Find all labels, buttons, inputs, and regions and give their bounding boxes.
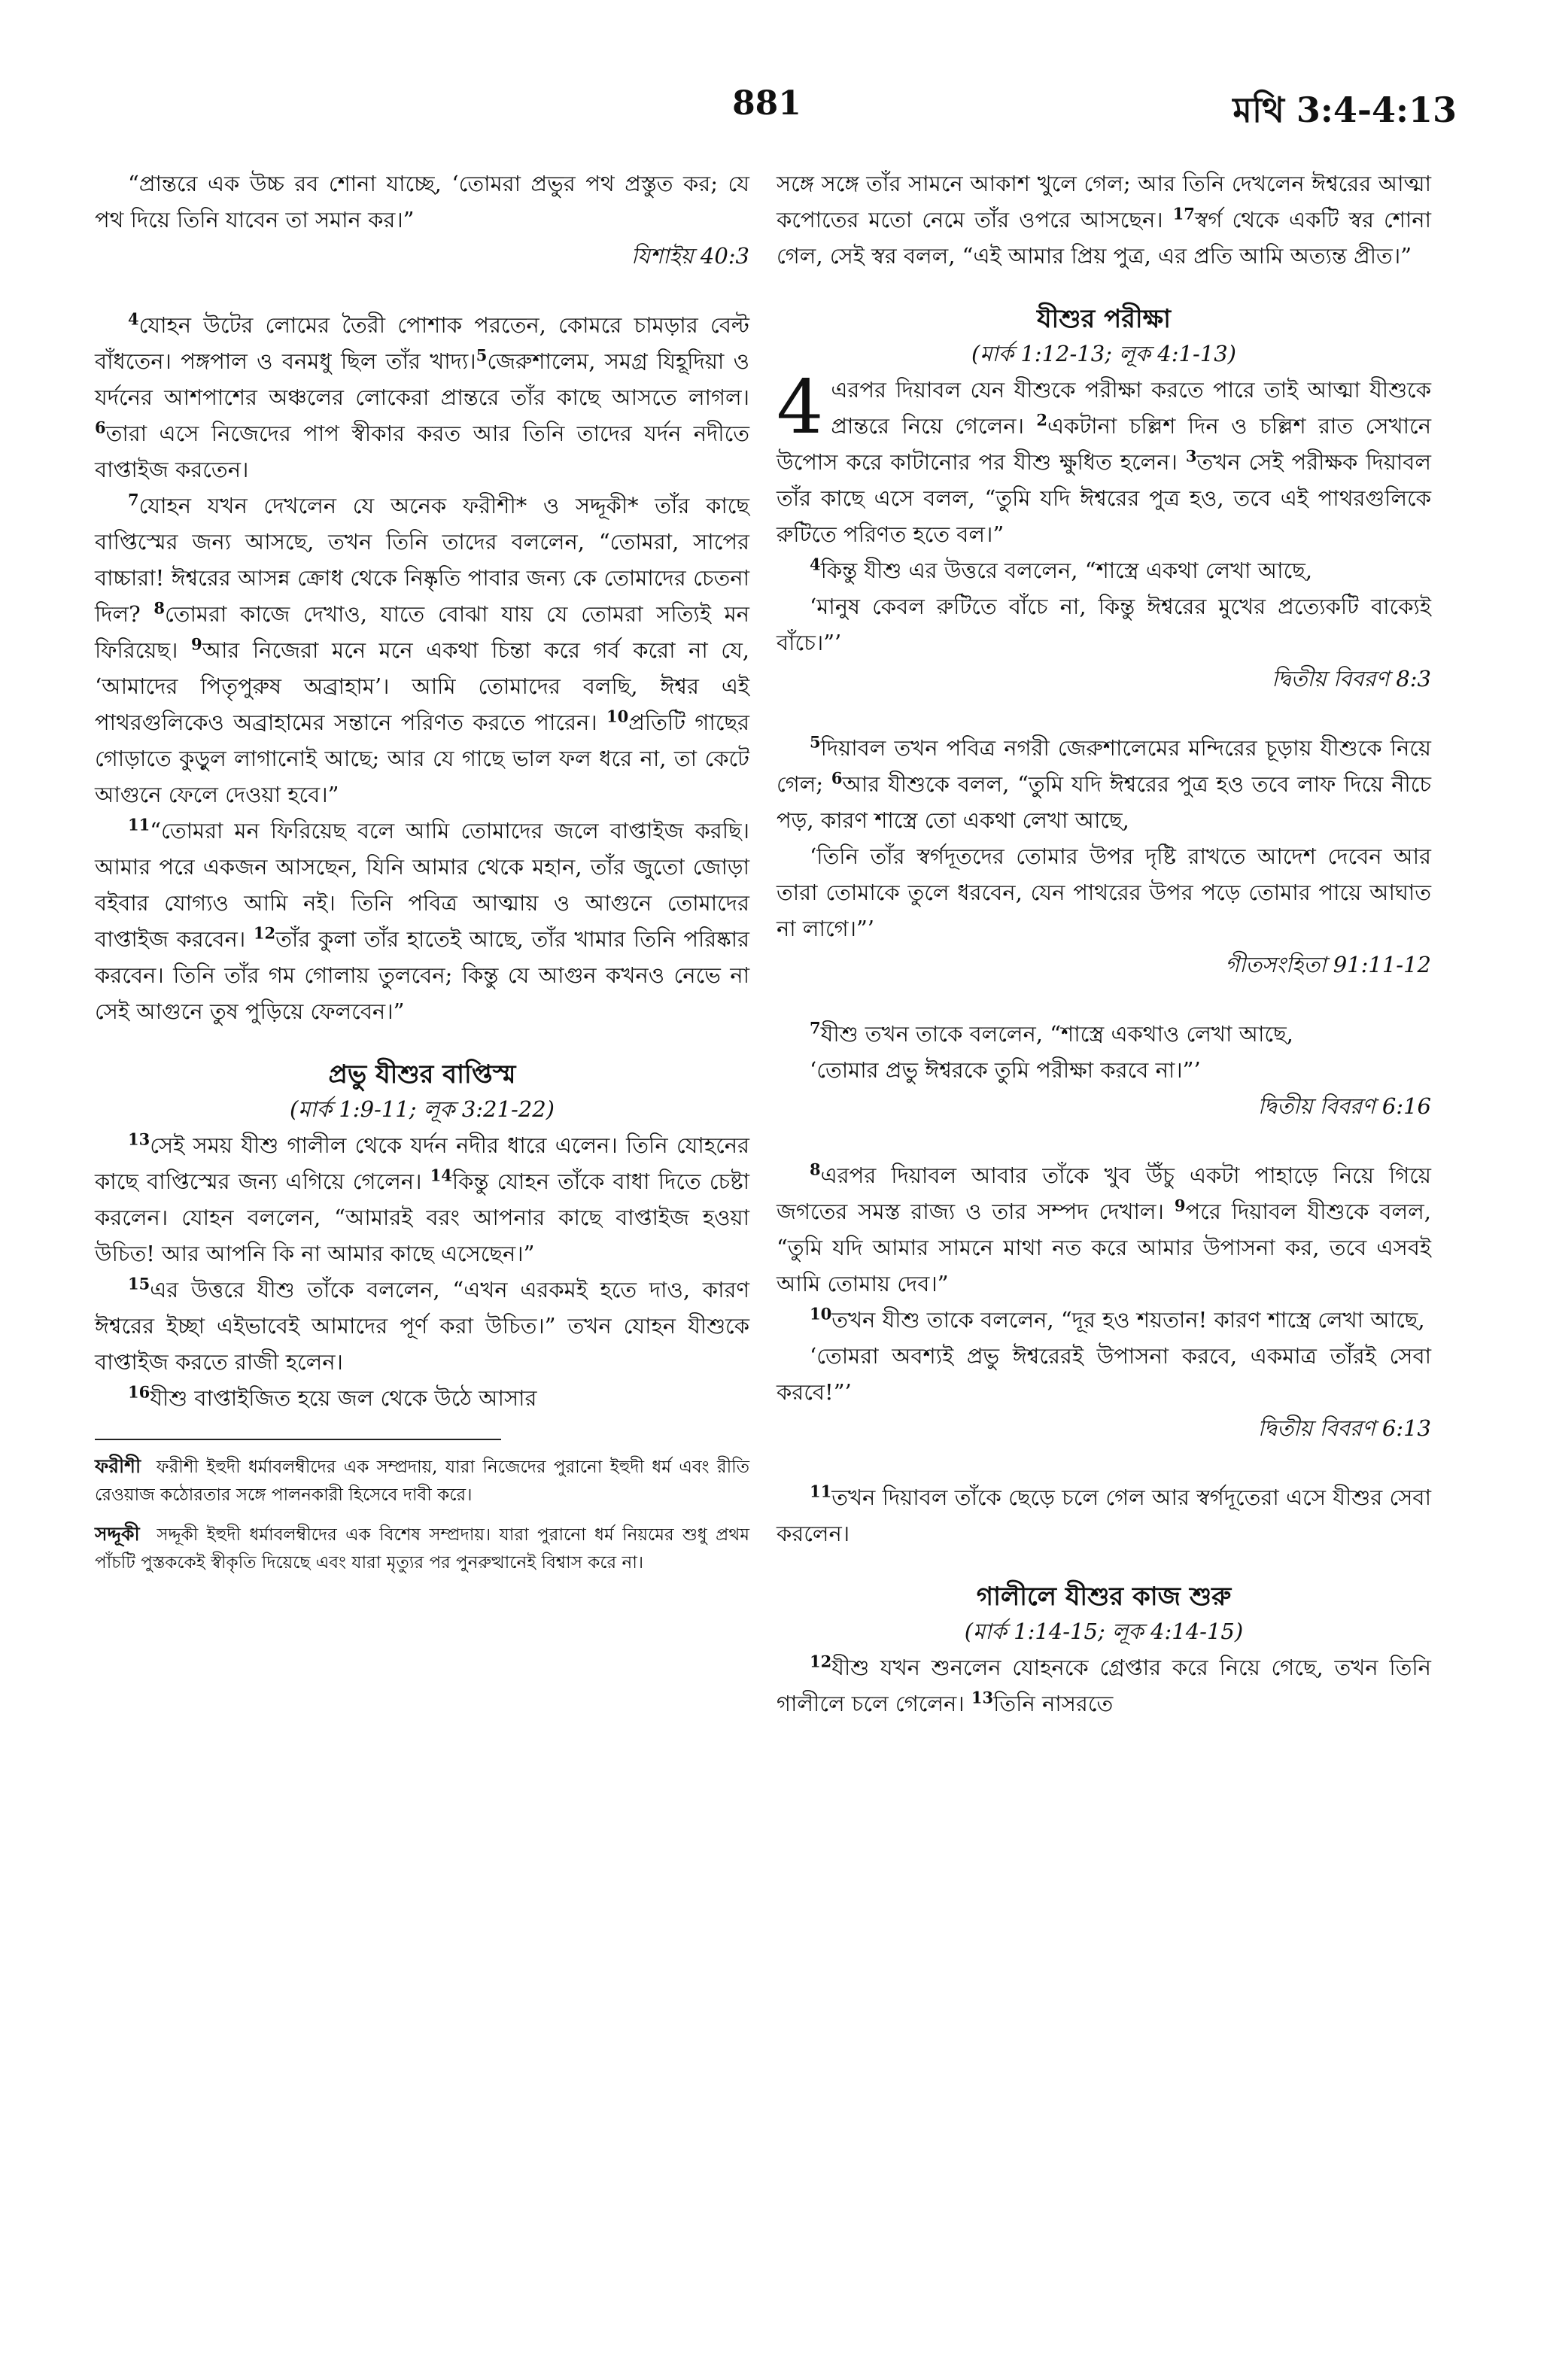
- verse-number: 8: [153, 598, 165, 618]
- verse-number: 9: [190, 634, 202, 654]
- verse-number: 6: [831, 768, 843, 788]
- section-heading: যীশুর পরীক্ষা: [1036, 304, 1172, 334]
- cross-reference: (মার্ক 1:9-11; লূক 3:21-22): [290, 1096, 555, 1122]
- verse-paragraph: $^5$দিয়াবল তখন পবিত্র নগরী জেরুশালেমের মন্দিরের চূড়ায় যীশুকে নিয়ে গেল; $^6$আর যীশুকে বলল, “তুমি যদি ঈশ্বরের পুত্র হও তবে লাফ দিয়ে নীচে পড়, কারণ শাস্ত্রে তো একথা লেখা আছে,: [777, 732, 1431, 833]
- verse-number: 10: [810, 1304, 832, 1324]
- verse-number: 5: [810, 732, 821, 752]
- quote-reference: গীতসংহিতা 91:11-12: [1225, 952, 1431, 977]
- verse-number: 10: [606, 707, 629, 726]
- verse-paragraph: $^7$যোহন যখন দেখলেন যে অনেক ফরীশী* ও সদ্দূকী* তাঁর কাছে বাপ্তিস্মের জন্য আসছে, তখন তিনি তাদের বললেন, “তোমরা, সাপের বাচ্চারা! ঈশ্বরের আসন্ন ক্রোধ থেকে নিষ্কৃতি পাবার জন্য কে তোমাদের চেতনা দিল? $^8$তোমরা কাজে দেখাও, যাতে বোঝা যায় যে তোমরা সত্যিই মন ফিরিয়েছ। $^9$আর নিজেরা মনে মনে একথা চিন্তা করে গর্ব করো না যে, ‘আমাদের পিতৃপুরুষ অব্রাহাম’। আমি তোমাদের বলছি, ঈশ্বর এই পাথরগুলিকেও অব্রাহামের সন্তানে পরিণত করতে পারেন। $^{10}$প্রতিটি গাছের গোড়াতে কুড়ুল লাগানোই আছে; আর যে গাছে ভাল ফল ধরে না, তা কেটে আগুনে ফেলে দেওয়া হবে।”: [95, 490, 749, 807]
- quote-reference: যিশাইয় 40:3: [631, 243, 749, 269]
- footnote-pharisee: ফরীশী ফরীশী ইহুদী ধর্মাবলম্বীদের এক সম্প্রদায়, যারা নিজেদের পুরানো ইহুদী ধর্ম এবং রীতি রেওয়াজ কঠোরতার সঙ্গে পালনকারী হিসেবে দাবী করে।: [95, 1455, 749, 1505]
- verse-paragraph: $^{15}$এর উত্তরে যীশু তাঁকে বললেন, “এখন এরকমই হতে দাও, কারণ ঈশ্বরের ইচ্ছা এইভাবেই আমাদের পূর্ণ করা উচিত।” তখন যোহন যীশুকে বাপ্তাইজ করতে রাজী হলেন।: [95, 1274, 749, 1375]
- quote-reference: দ্বিতীয় বিবরণ 6:13: [1257, 1415, 1431, 1441]
- verse-number: 17: [1172, 204, 1195, 223]
- footnote-term: ফরীশী: [95, 1455, 141, 1477]
- page-number: 881: [732, 84, 801, 123]
- verse-number: 11: [810, 1482, 832, 1501]
- verse-number: 13: [971, 1688, 994, 1707]
- verse-number: 12: [810, 1652, 832, 1671]
- verse-number: 12: [253, 923, 276, 943]
- cross-reference: (মার্ক 1:14-15; লূক 4:14-15): [964, 1619, 1244, 1644]
- verse-number: 14: [430, 1166, 452, 1185]
- verse-paragraph: $^4$কিন্তু যীশু এর উত্তরে বললেন, “শাস্ত্রে একথা লেখা আছে,: [810, 555, 1313, 583]
- verse-paragraph: $^{11}$তখন দিয়াবল তাঁকে ছেড়ে চলে গেল আর স্বর্গদূতেরা এসে যীশুর সেবা করলেন।: [777, 1482, 1431, 1546]
- verse-number: 15: [128, 1274, 150, 1293]
- chapter-number: 4: [777, 365, 824, 451]
- quote-text: ‘তোমরা অবশ্যই প্রভু ঈশ্বরেরই উপাসনা করবে, একমাত্র তাঁরই সেবা করবে!”’: [777, 1343, 1431, 1405]
- footnote-divider: [95, 1439, 501, 1440]
- quote-text: ‘মানুষ কেবল রুটিতে বাঁচে না, কিন্তু ঈশ্বরের মুখের প্রত্যেকটি বাক্যেই বাঁচে।”’: [777, 594, 1431, 655]
- verse-paragraph: $^{16}$যীশু বাপ্তাইজিত হয়ে জল থেকে উঠে আসার: [128, 1382, 537, 1411]
- right-column: [777, 166, 1431, 1722]
- quote-isaiah: “প্রান্তরে এক উচ্চ রব শোনা যাচ্ছে, ‘তোমরা প্রভুর পথ প্রস্তুত কর; যে পথ দিয়ে তিনি যাবেন তা সমান কর।”: [95, 171, 749, 233]
- verse-paragraph: $^{12}$যীশু যখন শুনলেন যোহনকে গ্রেপ্তার করে নিয়ে গেছে, তখন তিনি গালীলে চলে গেলেন। $^{13}$তিনি নাসরতে: [777, 1652, 1431, 1716]
- left-column: [95, 166, 749, 1588]
- verse-paragraph: $^{13}$সেই সময় যীশু গালীল থেকে যর্দন নদীর ধারে এলেন। তিনি যোহনের কাছে বাপ্তিস্মের জন্য এগিয়ে গেলেন। $^{14}$কিন্তু যোহন তাঁকে বাধা দিতে চেষ্টা করলেন। যোহন বললেন, “আমারই বরং আপনার কাছে বাপ্তাইজ হওয়া উচিত! আর আপনি কি না আমার কাছে এসেছেন।”: [95, 1129, 749, 1266]
- footnote-term: সদ্দূকী: [95, 1523, 140, 1545]
- quote-reference: দ্বিতীয় বিবরণ 8:3: [1272, 666, 1431, 692]
- verse-paragraph: $^8$এরপর দিয়াবল আবার তাঁকে খুব উঁচু একটা পাহাড়ে নিয়ে গিয়ে জগতের সমস্ত রাজ্য ও তার সম্পদ দেখাল। $^9$পরে দিয়াবল যীশুকে বলল, “তুমি যদি আমার সামনে মাথা নত করে আমার উপাসনা কর, তবে এসবই আমি তোমায় দেব।”: [777, 1160, 1431, 1296]
- running-head: মথি 3:4-4:13: [1232, 90, 1457, 130]
- verse-number: 7: [128, 490, 139, 509]
- quote-text: ‘তিনি তাঁর স্বর্গদূতদের তোমার উপর দৃষ্টি রাখতে আদেশ দেবেন আর তারা তোমাকে তুলে ধরবেন, যেন পাথরের উপর পড়ে তোমার পায়ে আঘাত না লাগে।”’: [777, 843, 1431, 941]
- verse-number: 16: [128, 1382, 150, 1402]
- quote-text: ‘তোমার প্রভু ঈশ্বরকে তুমি পরীক্ষা করবে না।”’: [810, 1057, 1201, 1083]
- verse-number: 4: [128, 309, 139, 329]
- chapter-paragraph: 4 এরপর দিয়াবল যেন যীশুকে পরীক্ষা করতে পারে তাই আত্মা যীশুকে প্রান্তরে নিয়ে গেলেন। $^2$একটানা চল্লিশ দিন ও চল্লিশ রাত সেখানে উপোস করে কাটানোর পর যীশু ক্ষুধিত হলেন। $^3$তখন সেই পরীক্ষক দিয়াবল তাঁর কাছে এসে বলল, “তুমি যদি ঈশ্বরের পুত্র হও, তবে এই পাথরগুলিকে রুটিতে পরিণত হতে বল।”: [777, 365, 1432, 547]
- verse-number: 3: [1185, 446, 1197, 466]
- cross-reference: (মার্ক 1:12-13; লূক 4:1-13): [971, 341, 1236, 366]
- verse-number: 8: [810, 1160, 821, 1179]
- verse-number: 7: [810, 1018, 821, 1038]
- verse-number: 5: [476, 345, 488, 365]
- verse-number: 9: [1174, 1196, 1186, 1215]
- footnote-sadducee: সদ্দূকী সদ্দূকী ইহুদী ধর্মাবলম্বীদের এক বিশেষ সম্প্রদায়। যারা পুরানো ধর্ম নিয়মের শুধু প্রথম পাঁচটি পুস্তককেই স্বীকৃতি দিয়েছে এবং যারা মৃত্যুর পর পুনরুত্থানেই বিশ্বাস করে না।: [95, 1523, 749, 1573]
- verse-number: 13: [128, 1129, 150, 1149]
- verse-paragraph: $^4$যোহন উটের লোমের তৈরী পোশাক পরতেন, কোমরে চামড়ার বেল্ট বাঁধতেন। পঙ্গপাল ও বনমধু ছিল তাঁর খাদ্য।$^5$জেরুশালেম, সমগ্র যিহূদিয়া ও যর্দনের আশপাশের অঞ্চলের লোকেরা প্রান্তরে তাঁর কাছে আসতে লাগল। $^6$তারা এসে নিজেদের পাপ স্বীকার করত আর তিনি তাদের যর্দন নদীতে বাপ্তাইজ করতেন।: [95, 309, 749, 482]
- verse-paragraph: সঙ্গে সঙ্গে তাঁর সামনে আকাশ খুলে গেল; আর তিনি দেখলেন ঈশ্বরের আত্মা কপোতের মতো নেমে তাঁর ওপরে আসছেন। $^{17}$স্বর্গ থেকে একটি স্বর শোনা গেল, সেই স্বর বলল, “এই আমার প্রিয় পুত্র, এর প্রতি আমি অত্যন্ত প্রীত।”: [777, 171, 1431, 269]
- verse-number: 11: [128, 815, 150, 834]
- verse-paragraph: $^{11}$“তোমরা মন ফিরিয়েছ বলে আমি তোমাদের জলে বাপ্তাইজ করছি। আমার পরে একজন আসছেন, যিনি আমার থেকে মহান, তাঁর জুতো জোড়া বইবার যোগ্যও আমি নই। তিনি পবিত্র আত্মায় ও আগুনে তোমাদের বাপ্তাইজ করবেন। $^{12}$তাঁর কুলা তাঁর হাতেই আছে, তাঁর খামার তিনি পরিষ্কার করবেন। তিনি তাঁর গম গোলায় তুলবেন; কিন্তু যে আগুন কখনও নেভে না সেই আগুনে তুষ পুড়িয়ে ফেলবেন।”: [95, 815, 749, 1024]
- section-heading: প্রভু যীশুর বাপ্তিস্ম: [328, 1059, 516, 1090]
- verse-paragraph: $^{10}$তখন যীশু তাকে বললেন, “দূর হও শয়তান! কারণ শাস্ত্রে লেখা আছে,: [810, 1304, 1425, 1333]
- verse-number: 4: [810, 555, 821, 574]
- verse-paragraph: $^7$যীশু তখন তাকে বললেন, “শাস্ত্রে একথাও লেখা আছে,: [810, 1018, 1293, 1047]
- quote-reference: দ্বিতীয় বিবরণ 6:16: [1257, 1093, 1431, 1119]
- verse-number: 6: [95, 418, 106, 437]
- verse-number: 2: [1036, 410, 1047, 430]
- section-heading: গালীলে যীশুর কাজ শুরু: [976, 1582, 1232, 1612]
